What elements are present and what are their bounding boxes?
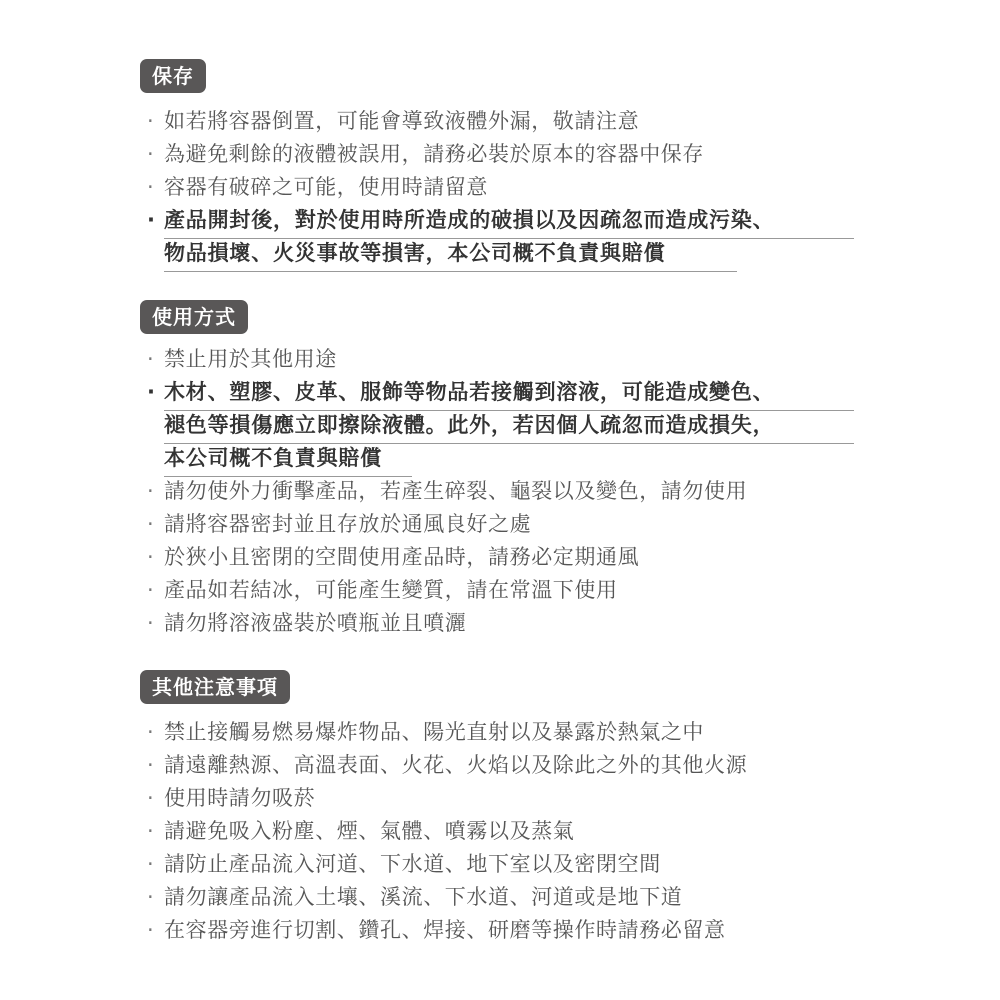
bullet-icon: · (147, 578, 155, 602)
list-item-warning: 本公司概不負責與賠償 (140, 442, 860, 475)
other-notes-list (140, 716, 860, 947)
bullet-icon: · (147, 753, 155, 777)
section-other-notes (140, 670, 860, 704)
list-item-warning: · 木材、塑膠、皮革、服飾等物品若接觸到溶液，可能造成變色、 (140, 376, 860, 409)
list-item-warning: · 產品開封後，對於使用時所造成的破損以及因疏忽而造成污染、 (140, 204, 860, 237)
usage-list (140, 343, 860, 640)
list-item: · 在容器旁進行切割、鑽孔、焊接、研磨等操作時請務必留意 (140, 914, 860, 947)
list-item: · 容器有破碎之可能，使用時請留意 (140, 171, 860, 204)
bullet-icon: · (147, 142, 155, 166)
list-item: · 請勿使外力衝擊產品，若產生碎裂、龜裂以及變色，請勿使用 (140, 475, 860, 508)
section-title-usage: 使用方式 (140, 300, 248, 334)
section-usage (140, 300, 860, 334)
list-item: · 請遠離熱源、高溫表面、火花、火焰以及除此之外的其他火源 (140, 749, 860, 782)
list-item: · 請防止產品流入河道、下水道、地下室以及密閉空間 (140, 848, 860, 881)
list-item: · 如若將容器倒置，可能會導致液體外漏，敬請注意 (140, 105, 860, 138)
bullet-icon: · (147, 885, 155, 909)
section-title-storage: 保存 (140, 59, 206, 93)
bullet-icon: · (147, 786, 155, 810)
bullet-icon: · (147, 175, 155, 199)
list-item: · 產品如若結冰，可能產生變質，請在常溫下使用 (140, 574, 860, 607)
bullet-icon: · (147, 479, 155, 503)
list-item: · 請勿將溶液盛裝於噴瓶並且噴灑 (140, 607, 860, 640)
bullet-icon: · (147, 380, 156, 404)
bullet-icon: · (147, 918, 155, 942)
bullet-icon: · (147, 109, 155, 133)
section-title-other-notes: 其他注意事項 (140, 670, 290, 704)
list-item-warning: 褪色等損傷應立即擦除液體。此外，若因個人疏忽而造成損失， (140, 409, 860, 442)
section-storage (140, 59, 860, 93)
bullet-icon: · (147, 852, 155, 876)
bullet-icon: · (147, 545, 155, 569)
list-item: · 於狹小且密閉的空間使用產品時，請務必定期通風 (140, 541, 860, 574)
list-item-warning: 物品損壞、火災事故等損害，本公司概不負責與賠償 (140, 237, 860, 270)
bullet-icon: · (147, 720, 155, 744)
bullet-icon: · (147, 208, 156, 232)
list-item: · 使用時請勿吸菸 (140, 782, 860, 815)
list-item: · 為避免剩餘的液體被誤用，請務必裝於原本的容器中保存 (140, 138, 860, 171)
bullet-icon: · (147, 512, 155, 536)
list-item: · 請勿讓產品流入土壤、溪流、下水道、河道或是地下道 (140, 881, 860, 914)
storage-list (140, 105, 860, 270)
list-item: · 禁止用於其他用途 (140, 343, 860, 376)
bullet-icon: · (147, 819, 155, 843)
bullet-icon: · (147, 347, 155, 371)
list-item: · 請將容器密封並且存放於通風良好之處 (140, 508, 860, 541)
bullet-icon: · (147, 611, 155, 635)
list-item: · 請避免吸入粉塵、煙、氣體、噴霧以及蒸氣 (140, 815, 860, 848)
list-item: · 禁止接觸易燃易爆炸物品、陽光直射以及暴露於熱氣之中 (140, 716, 860, 749)
